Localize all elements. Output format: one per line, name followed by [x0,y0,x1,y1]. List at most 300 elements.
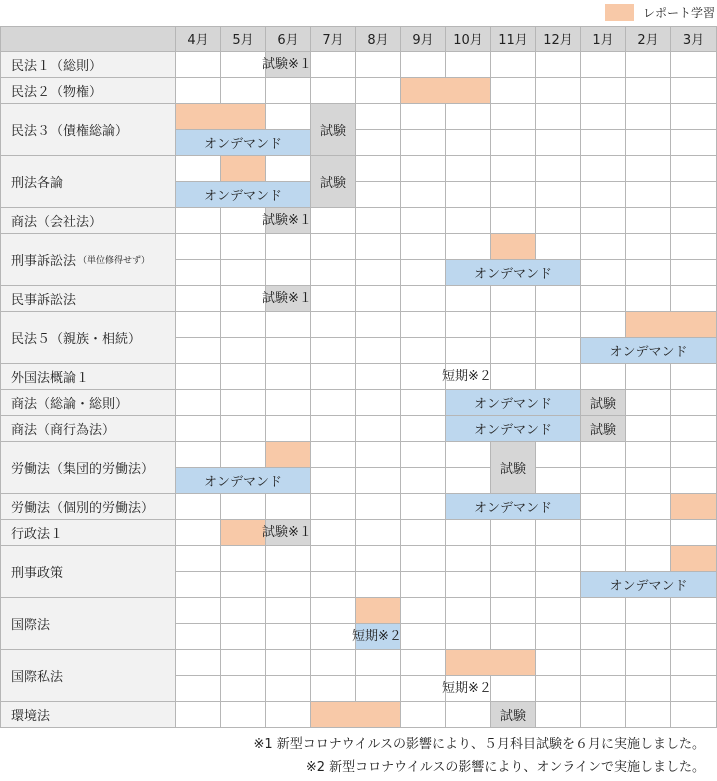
grid-cell [671,286,717,312]
grid-cell [311,572,356,598]
grid-cell [626,234,671,260]
grid-cell [176,390,221,416]
grid-cell [176,338,221,364]
month-header: 1月 [581,26,626,52]
grid-cell [446,312,491,338]
subject-name: 労働法（個別的労働法） [11,501,155,516]
grid-cell [221,416,266,442]
grid-cell [356,442,401,468]
grid-cell [401,546,446,572]
grid-cell [446,468,491,494]
grid-cell [356,650,401,676]
grid-cell [356,364,401,390]
grid-cell [401,156,446,182]
grid-cell [221,442,266,468]
grid-cell [671,468,717,494]
grid-cell [491,104,536,130]
grid-cell [581,52,626,78]
grid-cell [176,286,221,312]
grid-cell [266,546,311,572]
grid-cell [311,52,356,78]
grid-cell [491,338,536,364]
ondemand-block: オンデマンド [581,572,717,598]
grid-cell [536,468,581,494]
subject-label [0,390,176,416]
grid-cell [671,390,717,416]
grid-cell [581,442,626,468]
month-header: 6月 [266,26,311,52]
grid-cell [221,494,266,520]
ondemand-block: オンデマンド [446,416,581,442]
grid-cell [401,312,446,338]
grid-cell [266,676,311,702]
grid-cell [176,624,221,650]
report-block [626,312,717,338]
grid-cell [266,624,311,650]
grid-cell [311,286,356,312]
grid-cell [221,702,266,728]
subject-label [0,520,176,546]
grid-cell [356,234,401,260]
subject-name: 刑事政策 [11,566,64,581]
grid-cell [311,208,356,234]
subject-name: 刑事訴訟法 [11,254,77,269]
grid-cell [221,338,266,364]
subject-name: 商法（総論・総則） [11,397,129,412]
grid-cell [671,676,717,702]
footnote-2: ※2 新型コロナウイルスの影響により、オンラインで実施しました。 [305,760,705,775]
subject-name: 国際法 [11,618,51,633]
grid-cell [536,286,581,312]
grid-cell [401,416,446,442]
grid-cell [266,416,311,442]
subject-note: （単位修得せず） [78,256,151,266]
grid-cell [311,676,356,702]
month-header: 9月 [401,26,446,52]
subject-label [0,208,176,234]
grid-cell [626,624,671,650]
grid-cell [626,468,671,494]
grid-cell [626,416,671,442]
grid-cell [266,494,311,520]
grid-cell [446,338,491,364]
grid-cell [626,130,671,156]
grid-cell [356,390,401,416]
grid-cell [176,572,221,598]
grid-cell [176,494,221,520]
report-block [356,598,401,624]
grid-cell [671,624,717,650]
month-header: 8月 [356,26,401,52]
grid-cell [446,702,491,728]
exam-block: 試験 [581,390,626,416]
grid-cell [221,546,266,572]
grid-cell [536,650,581,676]
grid-cell [221,78,266,104]
grid-cell [176,442,221,468]
grid-cell [491,546,536,572]
grid-cell [311,234,356,260]
subject-name: 刑法各論 [11,176,64,191]
grid-cell [626,208,671,234]
grid-cell [446,546,491,572]
subject-label [0,364,176,390]
grid-cell [536,52,581,78]
grid-cell [671,104,717,130]
grid-cell [266,260,311,286]
grid-cell [536,104,581,130]
grid-cell [356,312,401,338]
grid-cell [671,364,717,390]
grid-cell [671,520,717,546]
grid-cell [446,572,491,598]
grid-cell [401,442,446,468]
grid-cell [221,260,266,286]
grid-cell [536,624,581,650]
grid-cell [176,702,221,728]
grid-cell [536,702,581,728]
subject-label [0,650,176,702]
grid-cell [356,494,401,520]
grid-cell [356,208,401,234]
grid-cell [446,442,491,468]
grid-cell [266,364,311,390]
schedule-table [0,26,717,728]
grid-cell [671,78,717,104]
grid-cell [221,624,266,650]
subject-label [0,598,176,650]
grid-cell [626,286,671,312]
grid-cell [176,52,221,78]
grid-cell [401,234,446,260]
grid-cell [536,598,581,624]
subject-name: 行政法１ [11,527,64,542]
header-corner [0,26,176,52]
subject-label [0,234,176,286]
grid-cell [176,416,221,442]
grid-cell [356,52,401,78]
month-header: 11月 [491,26,536,52]
grid-cell [356,546,401,572]
month-header: 4月 [176,26,221,52]
grid-cell [401,676,446,702]
grid-cell [221,312,266,338]
grid-cell [491,364,536,390]
grid-cell [401,598,446,624]
grid-cell [536,78,581,104]
grid-cell [581,286,626,312]
ondemand-block: オンデマンド [176,130,311,156]
grid-cell [401,650,446,676]
subject-label [0,52,176,78]
schedule-note-text: 短期※２ [442,369,492,384]
grid-cell [671,650,717,676]
grid-cell [581,546,626,572]
grid-cell [626,156,671,182]
grid-cell [401,624,446,650]
grid-cell [401,260,446,286]
grid-cell [266,390,311,416]
grid-cell [176,312,221,338]
exam-block: 試験 [491,442,536,494]
grid-cell [626,78,671,104]
grid-cell [581,702,626,728]
grid-cell [356,520,401,546]
grid-cell [671,130,717,156]
grid-cell [176,234,221,260]
exam-block: 試験 [581,416,626,442]
subject-name: 商法（会社法） [11,215,103,230]
grid-cell [266,312,311,338]
report-block [446,650,536,676]
grid-cell [176,260,221,286]
grid-cell [401,364,446,390]
grid-cell [266,234,311,260]
grid-cell [311,442,356,468]
schedule-note-text: 試験※１ [262,213,312,228]
grid-cell [536,130,581,156]
report-legend-label: レポート学習 [643,6,716,20]
report-block [671,494,717,520]
grid-cell [401,494,446,520]
grid-cell [221,286,266,312]
grid-cell [356,156,401,182]
report-block [671,546,717,572]
grid-cell [176,650,221,676]
grid-cell [356,676,401,702]
grid-cell [401,520,446,546]
grid-cell [671,598,717,624]
grid-cell [311,520,356,546]
grid-cell [311,494,356,520]
grid-cell [581,494,626,520]
grid-cell [626,390,671,416]
grid-cell [446,624,491,650]
month-header: 5月 [221,26,266,52]
grid-cell [581,312,626,338]
month-header: 7月 [311,26,356,52]
grid-cell [581,78,626,104]
grid-cell [536,234,581,260]
ondemand-block: オンデマンド [176,468,311,494]
grid-cell [311,78,356,104]
grid-cell [491,52,536,78]
grid-cell [626,182,671,208]
grid-cell [356,286,401,312]
grid-cell [266,572,311,598]
grid-cell [491,312,536,338]
grid-cell [176,208,221,234]
grid-cell [491,286,536,312]
grid-cell [491,156,536,182]
grid-cell [446,182,491,208]
grid-cell [176,676,221,702]
grid-cell [536,676,581,702]
month-header: 10月 [446,26,491,52]
grid-cell [671,156,717,182]
grid-cell [671,260,717,286]
subject-label [0,702,176,728]
subject-name: 民法１（総則） [11,59,103,74]
exam-block: 試験 [491,702,536,728]
legend [605,3,717,23]
grid-cell [401,182,446,208]
grid-cell [401,130,446,156]
grid-cell [311,338,356,364]
grid-cell [626,52,671,78]
grid-cell [446,286,491,312]
subject-label [0,156,176,208]
grid-cell [536,546,581,572]
grid-cell [176,364,221,390]
grid-cell [671,442,717,468]
grid-cell [671,208,717,234]
grid-cell [446,520,491,546]
grid-cell [626,260,671,286]
grid-cell [446,598,491,624]
grid-cell [536,442,581,468]
grid-cell [311,364,356,390]
subject-label [0,286,176,312]
report-block [221,156,266,182]
grid-cell [671,416,717,442]
grid-cell [671,182,717,208]
grid-cell [536,156,581,182]
grid-cell [311,624,356,650]
grid-cell [266,702,311,728]
subject-name: 民法３（債権総論） [11,124,129,139]
grid-cell [311,650,356,676]
subject-name: 国際私法 [11,670,64,685]
grid-cell [221,390,266,416]
grid-cell [626,104,671,130]
grid-cell [536,182,581,208]
grid-cell [356,78,401,104]
grid-cell [491,208,536,234]
grid-cell [626,494,671,520]
grid-cell [266,78,311,104]
grid-cell [536,312,581,338]
grid-cell [671,234,717,260]
grid-cell [446,156,491,182]
grid-cell [356,416,401,442]
grid-cell [491,78,536,104]
grid-cell [626,442,671,468]
report-legend-swatch [605,4,634,21]
ondemand-block: オンデマンド [446,390,581,416]
grid-cell [581,598,626,624]
grid-cell [626,650,671,676]
grid-cell [356,182,401,208]
grid-cell [446,104,491,130]
grid-cell [671,52,717,78]
grid-cell [356,260,401,286]
grid-cell [491,598,536,624]
subject-name: 環境法 [11,709,51,724]
month-header: 3月 [671,26,717,52]
ondemand-block: オンデマンド [446,260,581,286]
ondemand-block: オンデマンド [581,338,717,364]
grid-cell [221,598,266,624]
grid-cell [401,390,446,416]
grid-cell [581,260,626,286]
grid-cell [491,182,536,208]
grid-cell [356,468,401,494]
report-block [221,520,266,546]
footnote-1: ※1 新型コロナウイルスの影響により、５月科目試験を６月に実施しました。 [253,737,705,752]
grid-cell [536,364,581,390]
grid-cell [176,78,221,104]
subject-label [0,494,176,520]
grid-cell [491,130,536,156]
grid-cell [446,130,491,156]
grid-cell [581,520,626,546]
grid-cell [626,364,671,390]
grid-cell [401,286,446,312]
grid-cell [401,338,446,364]
schedule-note-text: 試験※１ [262,291,312,306]
grid-cell [311,260,356,286]
grid-cell [491,624,536,650]
grid-cell [626,702,671,728]
grid-cell [626,676,671,702]
grid-cell [266,104,311,130]
grid-cell [266,156,311,182]
grid-cell [536,208,581,234]
grid-cell [581,468,626,494]
grid-cell [176,520,221,546]
grid-cell [491,520,536,546]
grid-cell [176,546,221,572]
subject-label [0,416,176,442]
grid-cell [221,52,266,78]
grid-cell [311,598,356,624]
grid-cell [311,416,356,442]
schedule-note-text: 試験※１ [262,525,312,540]
grid-cell [401,572,446,598]
grid-cell [581,650,626,676]
subject-name: 民事訴訟法 [11,293,77,308]
grid-cell [356,338,401,364]
exam-block: 試験 [311,104,356,156]
grid-cell [581,156,626,182]
grid-cell [221,364,266,390]
grid-cell [581,208,626,234]
grid-cell [176,156,221,182]
grid-cell [401,468,446,494]
grid-cell [221,572,266,598]
grid-cell [401,104,446,130]
grid-cell [626,598,671,624]
grid-cell [626,520,671,546]
report-block [266,442,311,468]
ondemand-block: オンデマンド [446,494,581,520]
schedule-note-text: 短期※２ [442,681,492,696]
subject-name: 外国法概論１ [11,371,90,386]
grid-cell [581,130,626,156]
grid-cell [221,650,266,676]
ondemand-block: オンデマンド [176,182,311,208]
subject-name: 労働法（集団的労働法） [11,462,155,477]
grid-cell [221,676,266,702]
schedule-note-text: 短期※２ [352,629,402,644]
grid-cell [221,208,266,234]
grid-cell [671,702,717,728]
subject-label [0,546,176,598]
grid-cell [266,650,311,676]
subject-label [0,104,176,156]
grid-cell [536,572,581,598]
